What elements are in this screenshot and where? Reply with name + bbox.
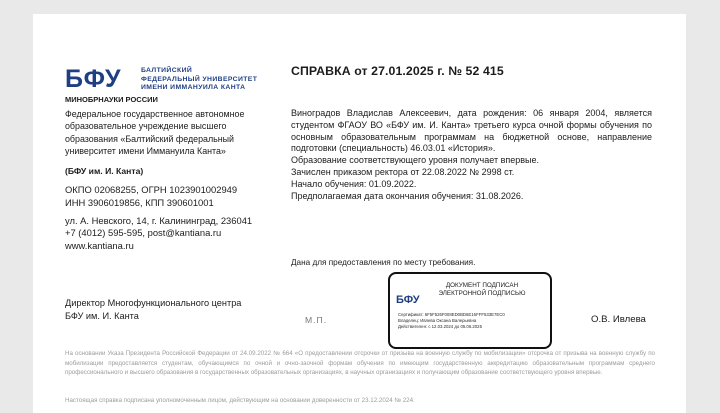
body-line: Образование соответствующего уровня получает впервые. — [291, 155, 539, 166]
stamp-owner: Владелец: Ивлева Оксана Валерьевна — [398, 318, 477, 323]
authority-footnote: Настоящая справка подписана уполномоченным лицом, действующим на основании доверенности от 23.12.2024 № 224. — [65, 397, 415, 404]
organization-address — [65, 215, 252, 252]
address-line: +7 (4012) 595-595, post@kantiana.ru — [65, 227, 222, 239]
stamp-logo: БФУ — [396, 294, 420, 306]
legal-footnote: На основании Указа Президента Российской Федерации от 24.09.2022 № 664 «О предоставлении отсрочки от призыва на военную службу по мобилизации» отсрочка от призыва на военную службу по мобилизации предоставляется студентам, обучающимся по очной и очно-заочной формам обучения по имеющим государственную аккредитацию образовательным программам среднего профессионального и высшего образования в государственных образовательных организациях, в научных организациях и получающим образование соответствующего уровня впервые. — [65, 350, 655, 377]
stamp-heading — [432, 282, 532, 297]
university-logo: БФУ — [65, 65, 122, 93]
address-line: www.kantiana.ru — [65, 239, 134, 251]
director-line: БФУ им. И. Канта — [65, 310, 139, 321]
address-line: ул. А. Невского, 14, г. Калининград, 236041 — [65, 215, 253, 226]
university-name — [141, 67, 257, 93]
stamp-certificate-info — [398, 312, 505, 330]
electronic-signature-stamp — [388, 272, 552, 349]
stamp-certificate: Сертификат: 6F5F526F008ED0BD6E16FFF533E7EC0 — [398, 312, 505, 317]
ministry-label: МИНОБРНАУКИ РОССИИ — [65, 95, 158, 104]
university-name-line: ИМЕНИ ИММАНУИЛА КАНТА — [141, 84, 246, 92]
director-title — [65, 297, 241, 322]
director-line: Директор Многофункционального центра — [65, 298, 242, 308]
body-line: Начало обучения: 01.09.2022. — [291, 178, 417, 189]
university-name-line: ФЕДЕРАЛЬНЫЙ УНИВЕРСИТЕТ — [141, 75, 258, 83]
stamp-heading-line: ЭЛЕКТРОННОЙ ПОДПИСЬЮ — [438, 289, 526, 297]
code-line: ОКПО 02068255, ОГРН 1023901002949 — [65, 184, 238, 195]
body-main-paragraph: Виноградов Владислав Алексеевич, дата рождения: 06 января 2004, является студентом ФГАОУ ВО «БФУ им. И. Канта» третьего курса очной формы обучения по основным образовательным программам на бюджетной основе, направление подготовки (специальность) 46.03.01 «История». — [291, 108, 652, 154]
stamp-heading-line: ДОКУМЕНТ ПОДПИСАН — [445, 282, 519, 289]
organization-short-name: (БФУ им. И. Канта) — [65, 166, 144, 176]
certificate-page — [33, 14, 686, 413]
document-purpose: Дана для предоставления по месту требования. — [291, 258, 476, 267]
seal-place-label: М.П. — [305, 315, 328, 325]
document-title: СПРАВКА от 27.01.2025 г. № 52 415 — [291, 64, 504, 78]
stamp-validity: Действителен: с 12.03.2024 до 05.06.2025 — [398, 324, 482, 329]
body-line: Зачислен приказом ректора от 22.08.2022 № 2998 ст. — [291, 166, 515, 177]
code-line: ИНН 3906019856, КПП 390601001 — [65, 196, 214, 208]
signatory-name: О.В. Ивлева — [591, 314, 646, 325]
organization-codes — [65, 184, 237, 209]
document-body — [291, 108, 652, 202]
body-line: Предполагаемая дата окончания обучения: 31.08.2026. — [291, 190, 524, 201]
university-name-line: БАЛТИЙСКИЙ — [141, 67, 193, 74]
organization-full-name: Федеральное государственное автономное образовательное учреждение высшего образования «Балтийский федеральный университет имени Иммануила Канта» — [65, 109, 245, 157]
